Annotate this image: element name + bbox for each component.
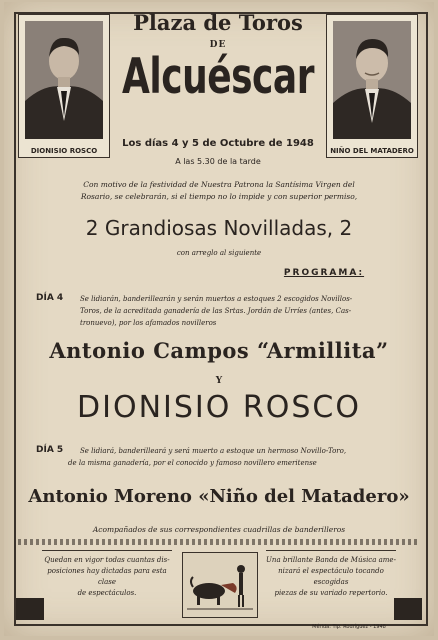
right-notice-box	[266, 550, 396, 599]
right-notice-line-3: piezas de su variado repertorio.	[274, 589, 388, 597]
torero-1-name: Antonio Campos “Armillita”	[49, 338, 389, 363]
bullfight-illustration	[182, 552, 258, 618]
left-notice-line-2: posiciones hay dictadas para esta clase	[47, 567, 167, 586]
corner-ornament	[394, 598, 422, 620]
decorative-border	[18, 539, 420, 545]
portrait-nino-del-matadero	[326, 14, 418, 158]
portrait-dionisio-rosco	[18, 14, 110, 158]
town-name: Alcuéscar	[122, 50, 314, 106]
left-notice-line-3: de espectáculos.	[77, 589, 137, 597]
torero-3-name: Antonio Moreno «Niño del Matadero»	[28, 486, 410, 507]
cuadrillas-note: Acompañados de sus correspondientes cuadrillas de banderilleros	[92, 525, 346, 534]
divider	[266, 550, 396, 551]
intro-line-2: Rosario, se celebrarán, si el tiempo no lo impide y con superior permiso,	[80, 192, 358, 201]
day-4-label: DÍA 4	[36, 293, 64, 303]
day-4-line-3: tronuevo), por los afamados novilleros	[80, 319, 217, 327]
torero-2-name: DIONISIO ROSCO	[77, 390, 361, 425]
left-notice-line-1: Quedan en vigor todas cuantas dis-	[44, 556, 170, 564]
event-time: A las 5.30 de la tarde	[175, 157, 261, 166]
headline: 2 Grandiosas Novilladas, 2	[85, 216, 353, 240]
day-5-label: DÍA 5	[36, 445, 64, 455]
left-notice-box	[42, 550, 172, 599]
event-dates: Los días 4 y 5 de Octubre de 1948	[122, 138, 314, 149]
plaza-de-toros-title: Plaza de Toros	[133, 10, 303, 35]
de-label: DE	[209, 40, 227, 50]
programa-heading: PROGRAMA:	[283, 268, 365, 278]
day-4-line-2: Toros, de la acreditada ganadería de las Srtas. Jordán de Urríes (antes, Cas-	[80, 307, 352, 315]
printer-imprint: Mérida: Tip. Rodríguez - 1948	[312, 624, 386, 630]
right-notice-line-2: nizará el espectáculo tocando escogidas	[278, 567, 384, 586]
and-separator: Y	[215, 376, 223, 386]
day-5-line-2: de la misma ganadería, por el conocido y famoso novillero emeritense	[68, 459, 317, 467]
day-5-line-1: Se lidiará, banderilleará y será muerto a estoque un hermoso Novillo-Toro,	[80, 447, 347, 455]
portrait-caption: DIONISIO ROSCO	[30, 147, 98, 155]
arreglo-text: con arreglo al siguiente	[176, 249, 262, 257]
portrait-caption: NIÑO DEL MATADERO	[330, 147, 414, 155]
corner-ornament	[16, 598, 44, 620]
torero-photo	[333, 21, 411, 139]
day-4-line-1: Se lidiarán, banderillearán y serán muertos a estoques 2 escogidos Novillos-	[80, 295, 353, 303]
right-notice-line-1: Una brillante Banda de Música ame-	[266, 556, 396, 564]
torero-photo	[25, 21, 103, 139]
divider	[42, 550, 172, 551]
poster	[4, 2, 434, 636]
intro-line-1: Con motivo de la festividad de Nuestra Patrona la Santísima Virgen del	[83, 180, 355, 189]
